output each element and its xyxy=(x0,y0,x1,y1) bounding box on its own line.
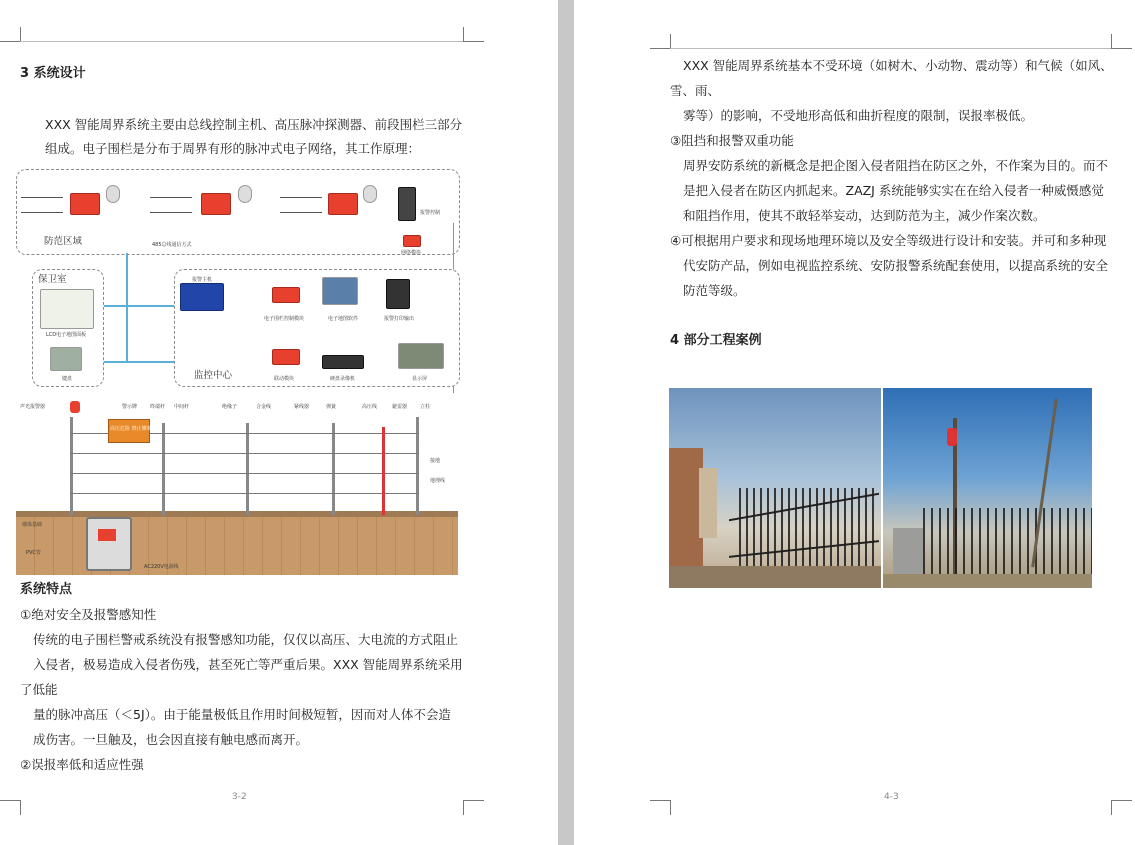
fence-post xyxy=(246,423,249,515)
camera-icon xyxy=(238,185,252,203)
label-light: 声光报警器 xyxy=(20,404,46,410)
fence-segment xyxy=(150,197,192,213)
alarm-control-unit xyxy=(398,187,416,221)
alarm-host xyxy=(180,283,224,311)
feature-line: 了低能 xyxy=(20,682,58,697)
feature-line: 量的脉冲高压（＜5J）。由于能量极低且作用时间极短暂，因而对人体不会造 xyxy=(33,707,451,722)
zone-monitor-label: 监控中心 xyxy=(194,370,233,381)
alarm-light xyxy=(70,401,80,413)
alarm-light xyxy=(947,428,957,446)
display-wall xyxy=(398,343,444,369)
dvr-device xyxy=(322,355,364,369)
crop-mark xyxy=(463,27,484,42)
camera-icon xyxy=(106,185,120,203)
body-line: 周界安防系统的新概念是把企图入侵者阻挡在防区之外，不作案为目的。而不 xyxy=(683,158,1109,173)
building xyxy=(699,468,717,538)
bus-label: 485总线通信方式 xyxy=(152,242,192,248)
bus-line xyxy=(126,253,128,363)
label-pole: 立柱 xyxy=(420,404,431,410)
net-module xyxy=(403,235,421,247)
feature-title: ②误报率低和适应性强 xyxy=(20,757,144,772)
crop-mark xyxy=(0,27,21,42)
fence-post xyxy=(162,423,165,515)
page-number: 3-2 xyxy=(232,792,247,802)
feature-line: 成伤害。一旦触及，也会因直接有触电感而离开。 xyxy=(33,732,309,747)
body-line: 和阻挡作用，使其不敢轻举妄动，达到防范为主，减少作案次数。 xyxy=(683,208,1046,223)
features-heading: 系统特点 xyxy=(20,582,73,597)
label-buried: 地埋线 xyxy=(430,478,446,484)
lcd-map-panel xyxy=(40,289,94,329)
feature-line: 入侵者，极易造成入侵者伤残，甚至死亡等严重后果。XXX 智能周界系统采用 xyxy=(33,657,463,672)
label-mid-post: 中间杆 xyxy=(174,404,190,410)
fence-module xyxy=(272,287,300,303)
section-heading-4: 4 部分工程案例 xyxy=(670,333,762,348)
warning-sign-text: 高压危险 禁止攀爬 xyxy=(110,426,152,432)
linkage-label: 联动模块 xyxy=(274,376,295,382)
label-wire: 合金线 xyxy=(256,404,272,410)
hv-cable xyxy=(382,427,385,515)
keyboard-label: 键盘 xyxy=(62,376,73,382)
camera-icon xyxy=(363,185,377,203)
display-label: 显示屏 xyxy=(412,376,428,382)
fence-segment xyxy=(21,197,63,213)
alarm-ctrl-label: 报警控制 xyxy=(420,210,441,216)
bus-line xyxy=(104,305,174,307)
body-line: XXX 智能周界系统基本不受环境（如树木、小动物、震动等）和气候（如风、 xyxy=(683,58,1113,73)
label-insulator: 绝缘子 xyxy=(222,404,238,410)
net-module-label: 网络模块 xyxy=(401,250,422,256)
fence-module-label: 电子围栏控制模块 xyxy=(264,316,305,322)
intro-line: 组成。电子围栏是分布于周界有形的脉冲式电子网络，其工作原理： xyxy=(45,141,421,156)
label-spring: 弹簧 xyxy=(326,404,337,410)
iron-fence xyxy=(923,508,1092,578)
fence-post xyxy=(416,417,419,515)
fence-post xyxy=(70,417,73,515)
ground xyxy=(669,566,881,588)
project-photo-2 xyxy=(883,388,1092,588)
section-heading-3: 3 系统设计 xyxy=(20,66,86,81)
fence-segment xyxy=(280,197,322,213)
crop-mark xyxy=(463,800,484,815)
controller-cabinet xyxy=(893,528,923,578)
body-line: 防范等级。 xyxy=(683,283,746,298)
fence-post xyxy=(332,423,335,515)
ground xyxy=(883,574,1092,588)
crop-mark xyxy=(0,800,21,815)
wall-cap xyxy=(16,511,458,517)
label-ground: 接地 xyxy=(430,458,441,464)
page-gutter xyxy=(558,0,574,845)
body-line: 代安防产品，例如电视监控系统、安防报警系统配套使用，以提高系统的安全 xyxy=(683,258,1109,273)
wall-base xyxy=(16,515,458,575)
feature-line: 传统的电子围栏警戒系统没有报警感知功能，仅仅以高压、大电流的方式阻止 xyxy=(33,632,459,647)
controller-box xyxy=(86,517,132,571)
printer-device xyxy=(386,279,410,309)
label-hv-cable: 高压线 xyxy=(362,404,378,410)
label-sign: 警示牌 xyxy=(122,404,138,410)
lcd-label: LCD电子地图面板 xyxy=(46,332,87,338)
linkage-module xyxy=(272,349,300,365)
body-line: 雪、雨、 xyxy=(670,83,721,98)
keyboard-device xyxy=(50,347,82,371)
label-ac-power: AC220V电源线 xyxy=(144,564,179,570)
dvr-label: 硬盘录像机 xyxy=(330,376,356,382)
label-lightning: 避雷器 xyxy=(392,404,408,410)
fence-controller xyxy=(328,193,358,215)
fence-controller xyxy=(201,193,231,215)
project-photo-1 xyxy=(669,388,881,588)
crop-mark xyxy=(650,800,671,815)
feature-title: ③阻挡和报警双重功能 xyxy=(670,133,794,148)
fence-wire xyxy=(70,453,419,454)
fence-controller xyxy=(70,193,100,215)
right-page xyxy=(574,0,1135,845)
crop-mark xyxy=(1111,800,1132,815)
installation-drawing xyxy=(16,397,458,575)
feature-title: ①绝对安全及报警感知性 xyxy=(20,607,157,622)
zone-guard-label: 保卫室 xyxy=(38,274,67,285)
crop-mark xyxy=(650,34,671,49)
map-software-screen xyxy=(322,277,358,305)
header-rule xyxy=(20,41,463,42)
zone-defense-label: 防范区域 xyxy=(44,236,83,247)
header-rule xyxy=(670,48,1111,49)
controller-box-device xyxy=(98,529,116,541)
body-line: 雾等）的影响，不受地形高低和曲折程度的限制，误报率极低。 xyxy=(683,108,1034,123)
host-label: 报警主机 xyxy=(192,277,213,283)
label-wire-post: 终端杆 xyxy=(150,404,166,410)
iron-fence xyxy=(739,488,879,568)
system-diagram xyxy=(16,165,463,575)
map-software-label: 电子地图软件 xyxy=(328,316,359,322)
label-wall-base: 墙体基础 xyxy=(22,522,43,528)
bus-line xyxy=(104,361,174,363)
crop-mark xyxy=(1111,34,1132,49)
intro-line: XXX 智能周界系统主要由总线控制主机、高压脉冲探测器、前段围栏三部分 xyxy=(45,117,463,132)
printer-label: 报警打印输出 xyxy=(384,316,415,322)
page-number: 4-3 xyxy=(884,792,899,802)
fence-wire xyxy=(70,473,419,474)
label-pvc: PVC管 xyxy=(26,550,41,556)
label-tensioner: 紧线器 xyxy=(294,404,310,410)
body-line: 是把入侵者在防区内抓起来。ZAZJ 系统能够实实在在给入侵者一种威慑感觉 xyxy=(683,183,1104,198)
left-page xyxy=(0,0,558,845)
body-line: ④可根据用户要求和现场地理环境以及安全等级进行设计和安装。并可和多种现 xyxy=(670,233,1107,248)
fence-wire xyxy=(70,493,419,494)
